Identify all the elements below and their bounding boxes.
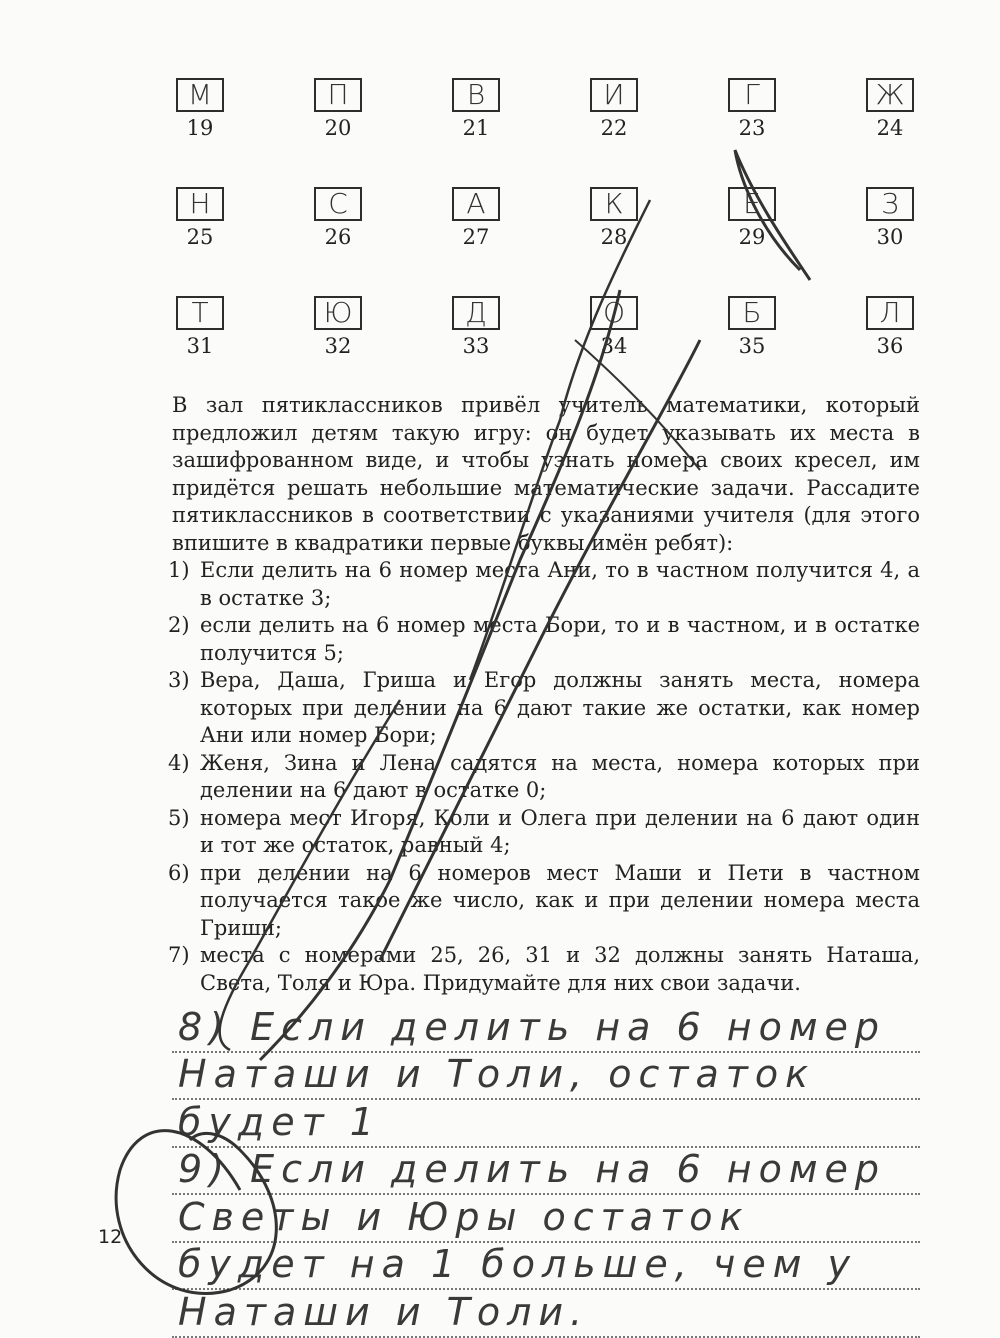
handwritten-answer: 8) Если делить на 6 номер <box>178 1004 887 1049</box>
seat-letter-box: О <box>590 296 638 330</box>
seat-number: 27 <box>462 225 490 249</box>
instruction-text: Женя, Зина и Лена садятся на места, номера которых при делении на 6 дают в остатке 0; <box>200 750 920 802</box>
instruction-number: 4) <box>168 750 190 775</box>
seat-number: 31 <box>186 334 214 358</box>
seat-32 <box>298 296 378 358</box>
seat-22 <box>574 78 654 140</box>
task-text <box>168 392 920 997</box>
instruction-text: номера мест Игоря, Коли и Олега при делении на 6 дают один и тот же остаток, равный 4; <box>200 805 920 857</box>
seat-number: 36 <box>876 334 904 358</box>
instruction-item <box>168 667 920 750</box>
seat-35 <box>712 296 792 358</box>
answer-line <box>172 1243 920 1291</box>
answer-line <box>172 1100 920 1148</box>
seat-27 <box>436 187 516 249</box>
seat-number: 35 <box>738 334 766 358</box>
handwritten-answer: 9) Если делить на 6 номер <box>178 1147 887 1191</box>
seat-letter-box: С <box>314 187 362 221</box>
seat-letter-box: Г <box>728 78 776 112</box>
seat-letter-box: Ю <box>314 296 362 330</box>
seat-number: 24 <box>876 116 904 140</box>
instruction-text: если делить на 6 номер места Бори, то и в частном, и в остатке получится 5; <box>200 613 920 665</box>
answer-lines <box>172 1005 920 1338</box>
seat-number: 20 <box>324 116 352 140</box>
seat-letter-box: Н <box>176 187 224 221</box>
seat-number: 25 <box>186 225 214 249</box>
seat-21 <box>436 78 516 140</box>
seat-number: 28 <box>600 225 628 249</box>
seat-number: 19 <box>186 116 214 140</box>
page-number: 12 <box>98 1226 123 1248</box>
seat-33 <box>436 296 516 358</box>
seat-number: 33 <box>462 334 490 358</box>
answer-line <box>172 1005 920 1053</box>
instruction-text: при делении на 6 номеров мест Маши и Пети в частном получается такое же число, как и при делении номера места Гриши; <box>200 860 920 940</box>
seat-number: 23 <box>738 116 766 140</box>
seat-36 <box>850 296 930 358</box>
handwritten-answer: Наташи и Толи, остаток <box>178 1052 816 1096</box>
seat-letter-box: Б <box>728 296 776 330</box>
seat-29 <box>712 187 792 249</box>
handwritten-answer: Светы и Юры остаток <box>178 1194 750 1239</box>
instruction-number: 2) <box>168 613 190 637</box>
seat-letter-box: Л <box>866 296 914 330</box>
seat-number: 21 <box>462 116 490 140</box>
seat-26 <box>298 187 378 249</box>
seat-letter-box: П <box>314 78 362 112</box>
answer-line <box>172 1290 920 1338</box>
seat-letter-box: Д <box>452 296 500 330</box>
seat-28 <box>574 187 654 249</box>
seat-number: 22 <box>600 116 628 140</box>
seat-letter-box: З <box>866 187 914 221</box>
seat-letter-box: М <box>176 78 224 112</box>
seat-number: 32 <box>324 334 352 358</box>
seat-letter-box: Е <box>728 187 776 221</box>
seat-number: 29 <box>738 225 766 249</box>
instruction-number: 5) <box>168 805 190 830</box>
seat-34 <box>574 296 654 358</box>
seat-letter-box: В <box>452 78 500 112</box>
seat-number: 30 <box>876 225 904 249</box>
instruction-number: 7) <box>168 943 190 967</box>
handwritten-answer: будет на 1 больше, чем у <box>178 1242 857 1286</box>
handwritten-answer: Наташи и Толи. <box>178 1289 590 1334</box>
seat-letter-box: К <box>590 187 638 221</box>
instruction-item <box>168 612 920 667</box>
seat-number: 26 <box>324 225 352 249</box>
seat-25 <box>160 187 240 249</box>
intro-paragraph: В зал пятиклассников привёл учитель математики, который предложил детям такую игру: он будет указывать их места в зашифрованном виде, и чтобы узнать номера своих кресел, им придётся решать небольшие математические задачи. Рассадите пятиклассников в соответствии с указаниями учителя (для этого впишите в квадратики первые буквы имён ребят): <box>172 393 920 555</box>
instruction-list <box>168 557 920 997</box>
instruction-text: Вера, Даша, Гриша и Егор должны занять места, номера которых при делении на 6 дают такие же остатки, как номер Ани или номер Бори; <box>200 668 920 747</box>
instruction-number: 1) <box>168 558 190 582</box>
seat-31 <box>160 296 240 358</box>
seat-19 <box>160 78 240 140</box>
seat-letter-box: А <box>452 187 500 221</box>
seat-20 <box>298 78 378 140</box>
seat-number: 34 <box>600 334 628 358</box>
instruction-text: места с номерами 25, 26, 31 и 32 должны занять Наташа, Света, Толя и Юра. Придумайте для них свои задачи. <box>200 943 920 995</box>
answer-line <box>172 1195 920 1243</box>
seat-letter-box: Ж <box>866 78 914 112</box>
seat-24 <box>850 78 930 140</box>
answer-line <box>172 1148 920 1196</box>
instruction-item <box>168 860 920 943</box>
instruction-item <box>168 557 920 612</box>
seat-letter-box: И <box>590 78 638 112</box>
instruction-item <box>168 805 920 860</box>
answer-line <box>172 1053 920 1101</box>
instruction-item <box>168 750 920 805</box>
instruction-item <box>168 942 920 997</box>
instruction-number: 6) <box>168 860 190 885</box>
seat-letter-box: Т <box>176 296 224 330</box>
seat-30 <box>850 187 930 249</box>
handwritten-answer: будет 1 <box>178 1099 381 1144</box>
instruction-number: 3) <box>168 668 190 692</box>
instruction-text: Если делить на 6 номер места Ани, то в частном получится 4, а в остатке 3; <box>200 558 920 610</box>
seat-23 <box>712 78 792 140</box>
